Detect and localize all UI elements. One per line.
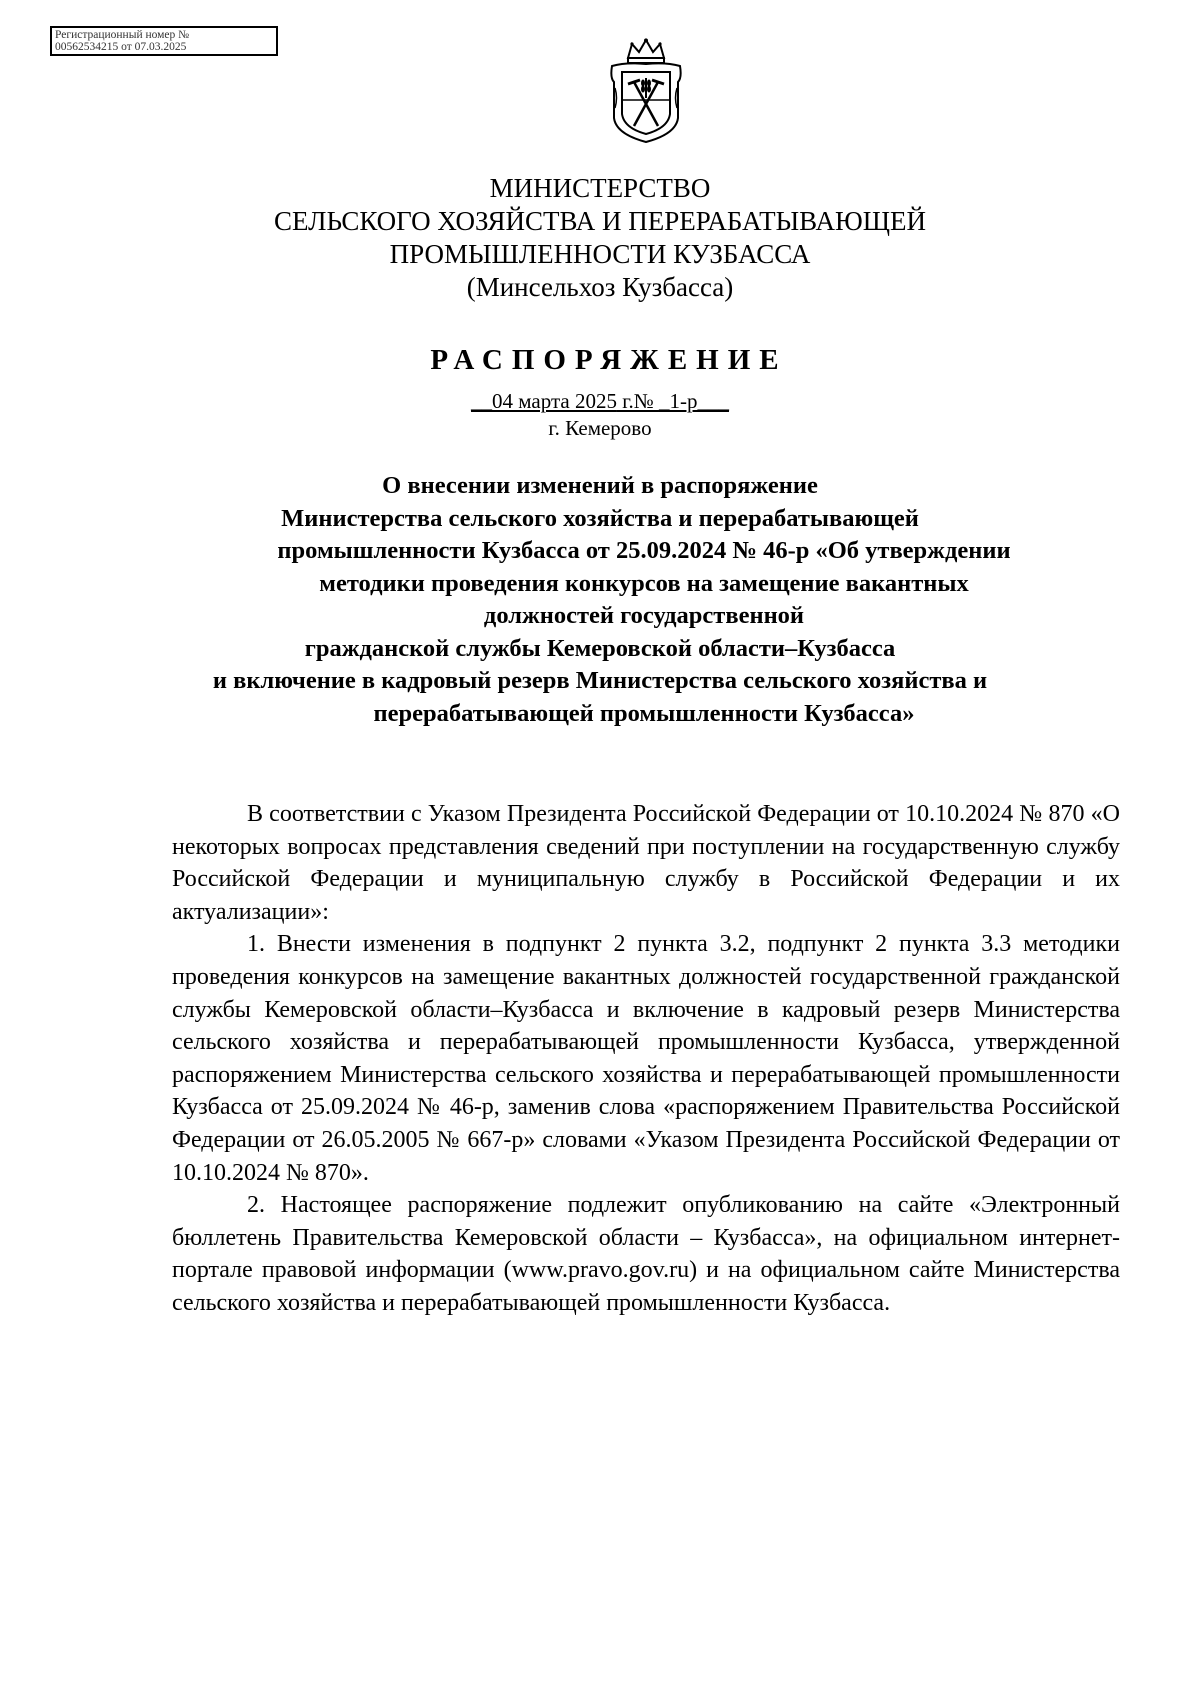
document-title xyxy=(0,470,1200,730)
ministry-header xyxy=(0,172,1200,304)
document-date-number xyxy=(0,388,1200,414)
title-line: и включение в кадровый резерв Министерства сельского хозяйства и xyxy=(212,667,988,694)
document-city: г. Кемерово xyxy=(548,416,652,440)
header-line: МИНИСТЕРСТВО xyxy=(489,173,711,203)
body-paragraph: В соответствии с Указом Президента Российской Федерации от 10.10.2024 № 870 «О некоторых вопросах представления сведений при поступлении на государственную службу Российской Федерации и муниципальную службу в Российской Федерации и их актуализации»: xyxy=(172,801,1120,925)
title-line: методики проведения конкурсов на замещение вакантных xyxy=(319,569,969,597)
title-line: перерабатывающей промышленности Кузбасса» xyxy=(373,699,915,727)
title-line: гражданской службы Кемеровской области–Кузбасса xyxy=(304,634,896,662)
document-date: __04 марта 2025 xyxy=(471,389,617,413)
body-paragraph: 2. Настоящее распоряжение подлежит опубликованию на сайте «Электронный бюллетень Правительства Кемеровской области – Кузбасса», на официальном интернет-портале правовой информации (www.pravo.gov.ru) и на официальном сайте Министерства сельского хозяйства и перерабатывающей промышленности Кузбасса. xyxy=(172,1192,1120,1316)
registration-line-1: Регистрационный номер № xyxy=(55,29,190,41)
header-line: СЕЛЬСКОГО ХОЗЯЙСТВА И ПЕРЕРАБАТЫВАЮЩЕЙ xyxy=(274,206,926,236)
kuzbass-coat-of-arms-icon xyxy=(606,38,686,144)
document-number-label: г.№ xyxy=(616,389,659,413)
title-line: Министерства сельского хозяйства и перерабатывающей xyxy=(281,504,919,532)
document-type: РАСПОРЯЖЕНИЕ xyxy=(430,344,788,376)
registration-line-2: 00562534215 от 07.03.2025 xyxy=(55,41,187,53)
body-paragraph: 1. Внести изменения в подпункт 2 пункта 3.2, подпункт 2 пункта 3.3 методики проведения конкурсов на замещение вакантных должностей государственной гражданской службы Кемеровской области–Кузбасса и включение в кадровый резерв Министерства сельского хозяйства и перерабатывающей промышленности Кузбасса, утвержденной распоряжением Министерства сельского хозяйства и перерабатывающей промышленности Кузбасса от 25.09.2024 № 46-р, заменив слова «распоряжением Правительства Российской Федерации от 26.05.2005 № 667-р» словами «Указом Президента Российской Федерации от 10.10.2024 № 870». xyxy=(172,931,1120,1186)
registration-stamp xyxy=(50,26,278,56)
document-body xyxy=(172,798,1120,1320)
title-line: должностей государственной xyxy=(483,602,805,629)
header-line: ПРОМЫШЛЕННОСТИ КУЗБАССА xyxy=(389,239,811,269)
header-line: (Минсельхоз Кузбасса) xyxy=(466,272,734,302)
document-number: _1-р___ xyxy=(658,389,729,413)
title-line: промышленности Кузбасса от 25.09.2024 № 46-р «Об утверждении xyxy=(277,537,1011,564)
title-line: О внесении изменений в распоряжение xyxy=(382,472,818,499)
